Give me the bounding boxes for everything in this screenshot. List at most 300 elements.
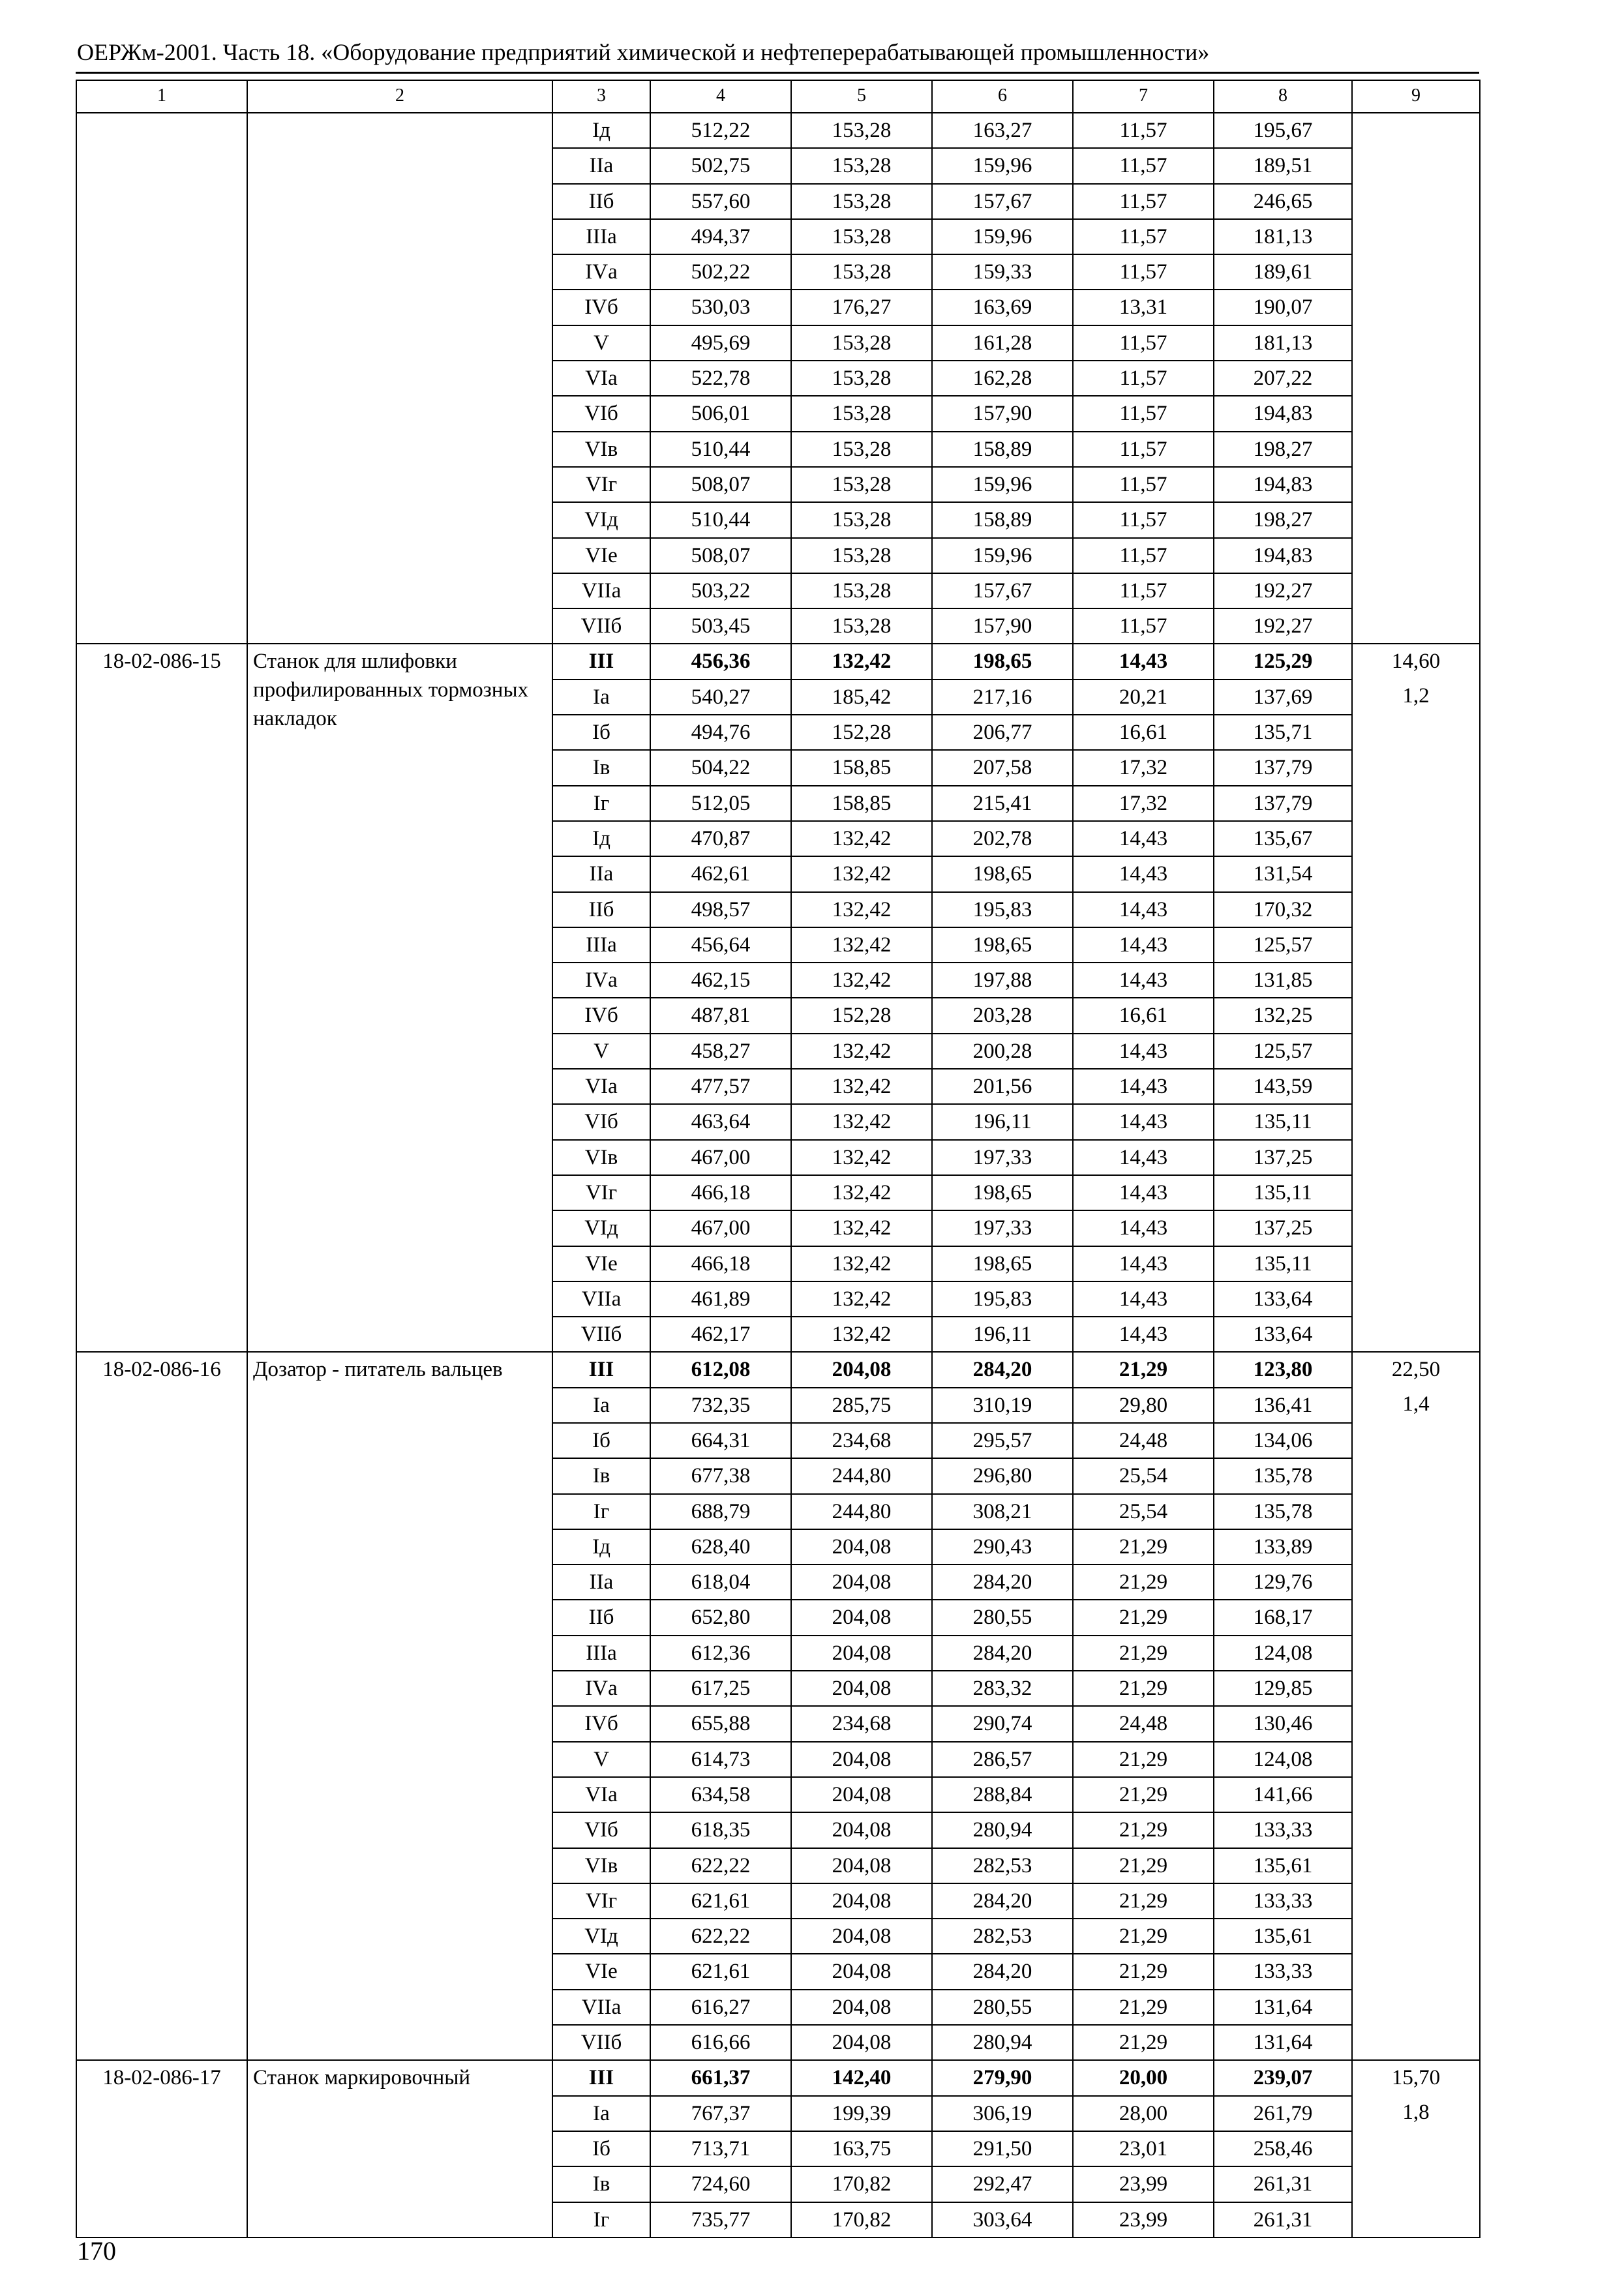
value-cell: 295,57 <box>932 1423 1073 1458</box>
value-cell: 11,57 <box>1073 396 1214 431</box>
category-cell: VIа <box>552 361 650 396</box>
value-cell: 661,37 <box>650 2060 791 2095</box>
value-cell: 296,80 <box>932 1458 1073 1493</box>
category-cell: VIа <box>552 1777 650 1812</box>
value-cell: 153,28 <box>791 113 932 148</box>
value-cell: 199,39 <box>791 2096 932 2131</box>
value-cell: 198,27 <box>1214 502 1352 537</box>
value-cell: 143,59 <box>1214 1069 1352 1104</box>
value-cell: 132,42 <box>791 1317 932 1352</box>
value-cell: 467,00 <box>650 1210 791 1246</box>
category-cell: Iв <box>552 1458 650 1493</box>
value-cell: 29,80 <box>1073 1388 1214 1423</box>
value-cell: 157,67 <box>932 573 1073 608</box>
value-cell: 284,20 <box>932 1636 1073 1671</box>
category-cell: VIг <box>552 1883 650 1919</box>
value-cell: 261,79 <box>1214 2096 1352 2131</box>
value-cell: 11,57 <box>1073 502 1214 537</box>
value-cell: 462,17 <box>650 1317 791 1352</box>
value-cell: 456,64 <box>650 927 791 963</box>
category-cell: Iв <box>552 2166 650 2202</box>
value-cell: 153,28 <box>791 432 932 467</box>
category-cell: IIб <box>552 1600 650 1635</box>
value-cell: 201,56 <box>932 1069 1073 1104</box>
value-cell: 132,42 <box>791 1140 932 1175</box>
value-cell: 132,42 <box>791 927 932 963</box>
category-cell: VIв <box>552 1140 650 1175</box>
value-cell: 14,43 <box>1073 892 1214 927</box>
column-number: 4 <box>650 80 791 113</box>
table-row <box>76 644 1480 679</box>
rates-table <box>76 80 1481 2238</box>
value-cell: 192,27 <box>1214 573 1352 608</box>
value-cell: 204,08 <box>791 1742 932 1777</box>
category-cell: Iа <box>552 1388 650 1423</box>
value-cell: 622,22 <box>650 1919 791 1954</box>
value-cell: 135,78 <box>1214 1458 1352 1493</box>
category-cell: III <box>552 644 650 679</box>
value-cell: 282,53 <box>932 1919 1073 1954</box>
value-cell: 21,29 <box>1073 1564 1214 1600</box>
value-cell: 508,07 <box>650 538 791 573</box>
value-cell: 215,41 <box>932 786 1073 821</box>
value-cell: 131,64 <box>1214 1990 1352 2025</box>
value-cell: 284,20 <box>932 1352 1073 1387</box>
column-9-value: 15,70 <box>1391 2066 1441 2090</box>
value-cell: 152,28 <box>791 715 932 750</box>
value-cell: 135,67 <box>1214 821 1352 856</box>
value-cell: 163,69 <box>932 290 1073 325</box>
value-cell: 204,08 <box>791 1848 932 1883</box>
value-cell: 134,06 <box>1214 1423 1352 1458</box>
value-cell: 195,83 <box>932 1281 1073 1317</box>
column-9-cell <box>1352 113 1480 644</box>
value-cell: 461,89 <box>650 1281 791 1317</box>
value-cell: 161,28 <box>932 325 1073 361</box>
value-cell: 506,01 <box>650 396 791 431</box>
value-cell: 21,29 <box>1073 1848 1214 1883</box>
value-cell: 204,08 <box>791 1990 932 2025</box>
value-cell: 137,25 <box>1214 1140 1352 1175</box>
value-cell: 288,84 <box>932 1777 1073 1812</box>
value-cell: 137,25 <box>1214 1210 1352 1246</box>
value-cell: 132,42 <box>791 1034 932 1069</box>
value-cell: 618,04 <box>650 1564 791 1600</box>
value-cell: 204,08 <box>791 1352 932 1387</box>
value-cell: 133,33 <box>1214 1954 1352 1989</box>
value-cell: 132,42 <box>791 963 932 998</box>
value-cell: 617,25 <box>650 1671 791 1706</box>
category-cell: Iб <box>552 1423 650 1458</box>
value-cell: 612,36 <box>650 1636 791 1671</box>
category-cell: VIб <box>552 1812 650 1848</box>
category-cell: VIд <box>552 1210 650 1246</box>
category-cell: VIIб <box>552 2025 650 2060</box>
value-cell: 291,50 <box>932 2131 1073 2166</box>
value-cell: 11,57 <box>1073 432 1214 467</box>
table-row <box>76 1352 1480 1387</box>
value-cell: 557,60 <box>650 184 791 219</box>
value-cell: 204,08 <box>791 1564 932 1600</box>
value-cell: 125,57 <box>1214 927 1352 963</box>
value-cell: 197,33 <box>932 1210 1073 1246</box>
category-cell: VIIб <box>552 1317 650 1352</box>
value-cell: 196,11 <box>932 1104 1073 1139</box>
category-cell: VIе <box>552 538 650 573</box>
value-cell: 181,13 <box>1214 219 1352 254</box>
value-cell: 724,60 <box>650 2166 791 2202</box>
value-cell: 503,45 <box>650 608 791 644</box>
value-cell: 234,68 <box>791 1706 932 1741</box>
value-cell: 196,11 <box>932 1317 1073 1352</box>
value-cell: 157,90 <box>932 396 1073 431</box>
category-cell: Iд <box>552 1529 650 1564</box>
value-cell: 466,18 <box>650 1246 791 1281</box>
equipment-description: Дозатор - питатель вальцев <box>247 1352 552 2060</box>
category-cell: Iг <box>552 2202 650 2237</box>
value-cell: 130,46 <box>1214 1706 1352 1741</box>
value-cell: 310,19 <box>932 1388 1073 1423</box>
column-9-value: 1,2 <box>1402 683 1430 708</box>
value-cell: 158,85 <box>791 750 932 785</box>
value-cell: 612,08 <box>650 1352 791 1387</box>
value-cell: 207,58 <box>932 750 1073 785</box>
value-cell: 207,22 <box>1214 361 1352 396</box>
value-cell: 21,29 <box>1073 1954 1214 1989</box>
value-cell: 153,28 <box>791 254 932 290</box>
value-cell: 498,57 <box>650 892 791 927</box>
value-cell: 132,42 <box>791 1104 932 1139</box>
value-cell: 14,43 <box>1073 1104 1214 1139</box>
value-cell: 153,28 <box>791 325 932 361</box>
value-cell: 23,99 <box>1073 2166 1214 2202</box>
value-cell: 21,29 <box>1073 1352 1214 1387</box>
value-cell: 132,42 <box>791 892 932 927</box>
category-cell: VIIб <box>552 608 650 644</box>
value-cell: 25,54 <box>1073 1458 1214 1493</box>
value-cell: 616,66 <box>650 2025 791 2060</box>
value-cell: 132,42 <box>791 1175 932 1210</box>
value-cell: 142,40 <box>791 2060 932 2095</box>
value-cell: 284,20 <box>932 1954 1073 1989</box>
value-cell: 132,42 <box>791 1210 932 1246</box>
value-cell: 204,08 <box>791 1777 932 1812</box>
value-cell: 303,64 <box>932 2202 1073 2237</box>
category-cell: V <box>552 325 650 361</box>
value-cell: 124,08 <box>1214 1742 1352 1777</box>
value-cell: 622,22 <box>650 1848 791 1883</box>
value-cell: 246,65 <box>1214 184 1352 219</box>
value-cell: 284,20 <box>932 1564 1073 1600</box>
value-cell: 732,35 <box>650 1388 791 1423</box>
column-9-value: 1,8 <box>1402 2100 1430 2124</box>
value-cell: 129,76 <box>1214 1564 1352 1600</box>
value-cell: 11,57 <box>1073 361 1214 396</box>
category-cell: Iб <box>552 715 650 750</box>
value-cell: 11,57 <box>1073 467 1214 502</box>
value-cell: 290,74 <box>932 1706 1073 1741</box>
value-cell: 198,27 <box>1214 432 1352 467</box>
equipment-description: Станок маркировочный <box>247 2060 552 2237</box>
value-cell: 135,11 <box>1214 1104 1352 1139</box>
value-cell: 21,29 <box>1073 2025 1214 2060</box>
value-cell: 11,57 <box>1073 325 1214 361</box>
value-cell: 467,00 <box>650 1140 791 1175</box>
category-cell: VIд <box>552 1919 650 1954</box>
value-cell: 11,57 <box>1073 219 1214 254</box>
header-rule <box>76 72 1479 74</box>
category-cell: VIIа <box>552 1281 650 1317</box>
value-cell: 11,57 <box>1073 254 1214 290</box>
value-cell: 21,29 <box>1073 1883 1214 1919</box>
value-cell: 190,07 <box>1214 290 1352 325</box>
value-cell: 21,29 <box>1073 1777 1214 1812</box>
category-cell: IVб <box>552 998 650 1033</box>
value-cell: 634,58 <box>650 1777 791 1812</box>
value-cell: 153,28 <box>791 502 932 537</box>
value-cell: 189,61 <box>1214 254 1352 290</box>
value-cell: 185,42 <box>791 680 932 715</box>
category-cell: IVа <box>552 1671 650 1706</box>
value-cell: 157,67 <box>932 184 1073 219</box>
value-cell: 234,68 <box>791 1423 932 1458</box>
value-cell: 163,75 <box>791 2131 932 2166</box>
value-cell: 194,83 <box>1214 396 1352 431</box>
value-cell: 195,83 <box>932 892 1073 927</box>
value-cell: 258,46 <box>1214 2131 1352 2166</box>
value-cell: 14,43 <box>1073 1281 1214 1317</box>
category-cell: Iб <box>552 2131 650 2166</box>
value-cell: 530,03 <box>650 290 791 325</box>
value-cell: 21,29 <box>1073 1529 1214 1564</box>
value-cell: 204,08 <box>791 1919 932 1954</box>
value-cell: 159,96 <box>932 219 1073 254</box>
value-cell: 688,79 <box>650 1494 791 1529</box>
value-cell: 132,42 <box>791 644 932 679</box>
value-cell: 124,08 <box>1214 1636 1352 1671</box>
equipment-description: Станок для шлифовки профилированных тормозных накладок <box>247 644 552 1352</box>
value-cell: 25,54 <box>1073 1494 1214 1529</box>
category-cell: Iг <box>552 1494 650 1529</box>
column-9-value: 14,60 <box>1391 650 1441 674</box>
value-cell: 11,57 <box>1073 148 1214 183</box>
value-cell: 21,29 <box>1073 1990 1214 2025</box>
value-cell: 17,32 <box>1073 786 1214 821</box>
value-cell: 159,96 <box>932 538 1073 573</box>
value-cell: 198,65 <box>932 927 1073 963</box>
value-cell: 170,82 <box>791 2166 932 2202</box>
category-cell: VIе <box>552 1954 650 1989</box>
value-cell: 159,33 <box>932 254 1073 290</box>
value-cell: 189,51 <box>1214 148 1352 183</box>
value-cell: 135,71 <box>1214 715 1352 750</box>
category-cell: VIб <box>552 1104 650 1139</box>
value-cell: 14,43 <box>1073 927 1214 963</box>
value-cell: 192,27 <box>1214 608 1352 644</box>
category-cell: IIа <box>552 1564 650 1600</box>
value-cell: 162,28 <box>932 361 1073 396</box>
value-cell: 487,81 <box>650 998 791 1033</box>
value-cell: 284,20 <box>932 1883 1073 1919</box>
category-cell: VIв <box>552 432 650 467</box>
value-cell: 20,21 <box>1073 680 1214 715</box>
value-cell: 158,85 <box>791 786 932 821</box>
column-9-cell <box>1352 644 1480 1352</box>
value-cell: 137,79 <box>1214 786 1352 821</box>
value-cell: 14,43 <box>1073 1246 1214 1281</box>
value-cell: 462,61 <box>650 856 791 891</box>
value-cell: 463,64 <box>650 1104 791 1139</box>
column-number: 7 <box>1073 80 1214 113</box>
value-cell: 135,61 <box>1214 1919 1352 1954</box>
value-cell: 204,08 <box>791 2025 932 2060</box>
value-cell: 153,28 <box>791 538 932 573</box>
value-cell: 21,29 <box>1073 1812 1214 1848</box>
value-cell: 23,99 <box>1073 2202 1214 2237</box>
category-cell: V <box>552 1742 650 1777</box>
value-cell: 200,28 <box>932 1034 1073 1069</box>
value-cell: 132,42 <box>791 1246 932 1281</box>
value-cell: 159,96 <box>932 148 1073 183</box>
value-cell: 261,31 <box>1214 2166 1352 2202</box>
category-cell: IIб <box>552 892 650 927</box>
value-cell: 23,01 <box>1073 2131 1214 2166</box>
value-cell: 308,21 <box>932 1494 1073 1529</box>
category-cell: Iг <box>552 786 650 821</box>
equipment-description <box>247 113 552 644</box>
category-cell: VIIа <box>552 573 650 608</box>
value-cell: 153,28 <box>791 184 932 219</box>
value-cell: 510,44 <box>650 432 791 467</box>
column-9-cell <box>1352 1352 1480 2060</box>
value-cell: 198,65 <box>932 1175 1073 1210</box>
value-cell: 198,65 <box>932 856 1073 891</box>
value-cell: 239,07 <box>1214 2060 1352 2095</box>
value-cell: 14,43 <box>1073 644 1214 679</box>
value-cell: 125,29 <box>1214 644 1352 679</box>
value-cell: 522,78 <box>650 361 791 396</box>
value-cell: 24,48 <box>1073 1706 1214 1741</box>
value-cell: 163,27 <box>932 113 1073 148</box>
value-cell: 494,76 <box>650 715 791 750</box>
value-cell: 153,28 <box>791 148 932 183</box>
value-cell: 458,27 <box>650 1034 791 1069</box>
value-cell: 11,57 <box>1073 184 1214 219</box>
value-cell: 470,87 <box>650 821 791 856</box>
value-cell: 508,07 <box>650 467 791 502</box>
value-cell: 512,05 <box>650 786 791 821</box>
value-cell: 133,64 <box>1214 1317 1352 1352</box>
category-cell: IIб <box>552 184 650 219</box>
value-cell: 204,08 <box>791 1812 932 1848</box>
column-number: 5 <box>791 80 932 113</box>
value-cell: 280,94 <box>932 2025 1073 2060</box>
value-cell: 503,22 <box>650 573 791 608</box>
value-cell: 652,80 <box>650 1600 791 1635</box>
value-cell: 194,83 <box>1214 538 1352 573</box>
value-cell: 158,89 <box>932 432 1073 467</box>
value-cell: 176,27 <box>791 290 932 325</box>
value-cell: 158,89 <box>932 502 1073 537</box>
value-cell: 198,65 <box>932 644 1073 679</box>
rate-code <box>76 113 247 644</box>
value-cell: 14,43 <box>1073 856 1214 891</box>
category-cell: Iд <box>552 113 650 148</box>
column-number: 2 <box>247 80 552 113</box>
value-cell: 153,28 <box>791 219 932 254</box>
value-cell: 125,57 <box>1214 1034 1352 1069</box>
value-cell: 14,43 <box>1073 821 1214 856</box>
value-cell: 195,67 <box>1214 113 1352 148</box>
value-cell: 664,31 <box>650 1423 791 1458</box>
category-cell: VIIа <box>552 1990 650 2025</box>
value-cell: 153,28 <box>791 467 932 502</box>
value-cell: 285,75 <box>791 1388 932 1423</box>
column-9-value: 1,4 <box>1402 1392 1430 1416</box>
value-cell: 261,31 <box>1214 2202 1352 2237</box>
category-cell: III <box>552 2060 650 2095</box>
value-cell: 14,43 <box>1073 963 1214 998</box>
value-cell: 14,43 <box>1073 1034 1214 1069</box>
column-number: 6 <box>932 80 1073 113</box>
category-cell: IVб <box>552 1706 650 1741</box>
table-body <box>76 80 1480 2237</box>
value-cell: 28,00 <box>1073 2096 1214 2131</box>
value-cell: 466,18 <box>650 1175 791 1210</box>
column-9-cell <box>1352 2060 1480 2237</box>
value-cell: 655,88 <box>650 1706 791 1741</box>
category-cell: V <box>552 1034 650 1069</box>
table-row <box>76 113 1480 148</box>
category-cell: IVа <box>552 963 650 998</box>
value-cell: 153,28 <box>791 361 932 396</box>
value-cell: 621,61 <box>650 1954 791 1989</box>
value-cell: 141,66 <box>1214 1777 1352 1812</box>
category-cell: Iа <box>552 680 650 715</box>
value-cell: 131,54 <box>1214 856 1352 891</box>
value-cell: 540,27 <box>650 680 791 715</box>
value-cell: 153,28 <box>791 573 932 608</box>
value-cell: 203,28 <box>932 998 1073 1033</box>
value-cell: 280,55 <box>932 1600 1073 1635</box>
value-cell: 135,11 <box>1214 1175 1352 1210</box>
value-cell: 290,43 <box>932 1529 1073 1564</box>
value-cell: 14,43 <box>1073 1175 1214 1210</box>
value-cell: 197,33 <box>932 1140 1073 1175</box>
value-cell: 616,27 <box>650 1990 791 2025</box>
value-cell: 282,53 <box>932 1848 1073 1883</box>
value-cell: 292,47 <box>932 2166 1073 2202</box>
value-cell: 20,00 <box>1073 2060 1214 2095</box>
rate-code: 18-02-086-17 <box>76 2060 247 2237</box>
value-cell: 137,69 <box>1214 680 1352 715</box>
category-cell: VIа <box>552 1069 650 1104</box>
category-cell: VIв <box>552 1848 650 1883</box>
value-cell: 170,32 <box>1214 892 1352 927</box>
value-cell: 512,22 <box>650 113 791 148</box>
category-cell: VIб <box>552 396 650 431</box>
value-cell: 477,57 <box>650 1069 791 1104</box>
value-cell: 21,29 <box>1073 1671 1214 1706</box>
value-cell: 204,08 <box>791 1600 932 1635</box>
value-cell: 21,29 <box>1073 1636 1214 1671</box>
value-cell: 11,57 <box>1073 113 1214 148</box>
value-cell: 133,64 <box>1214 1281 1352 1317</box>
column-number-row <box>76 80 1480 113</box>
value-cell: 170,82 <box>791 2202 932 2237</box>
value-cell: 21,29 <box>1073 1919 1214 1954</box>
value-cell: 217,16 <box>932 680 1073 715</box>
